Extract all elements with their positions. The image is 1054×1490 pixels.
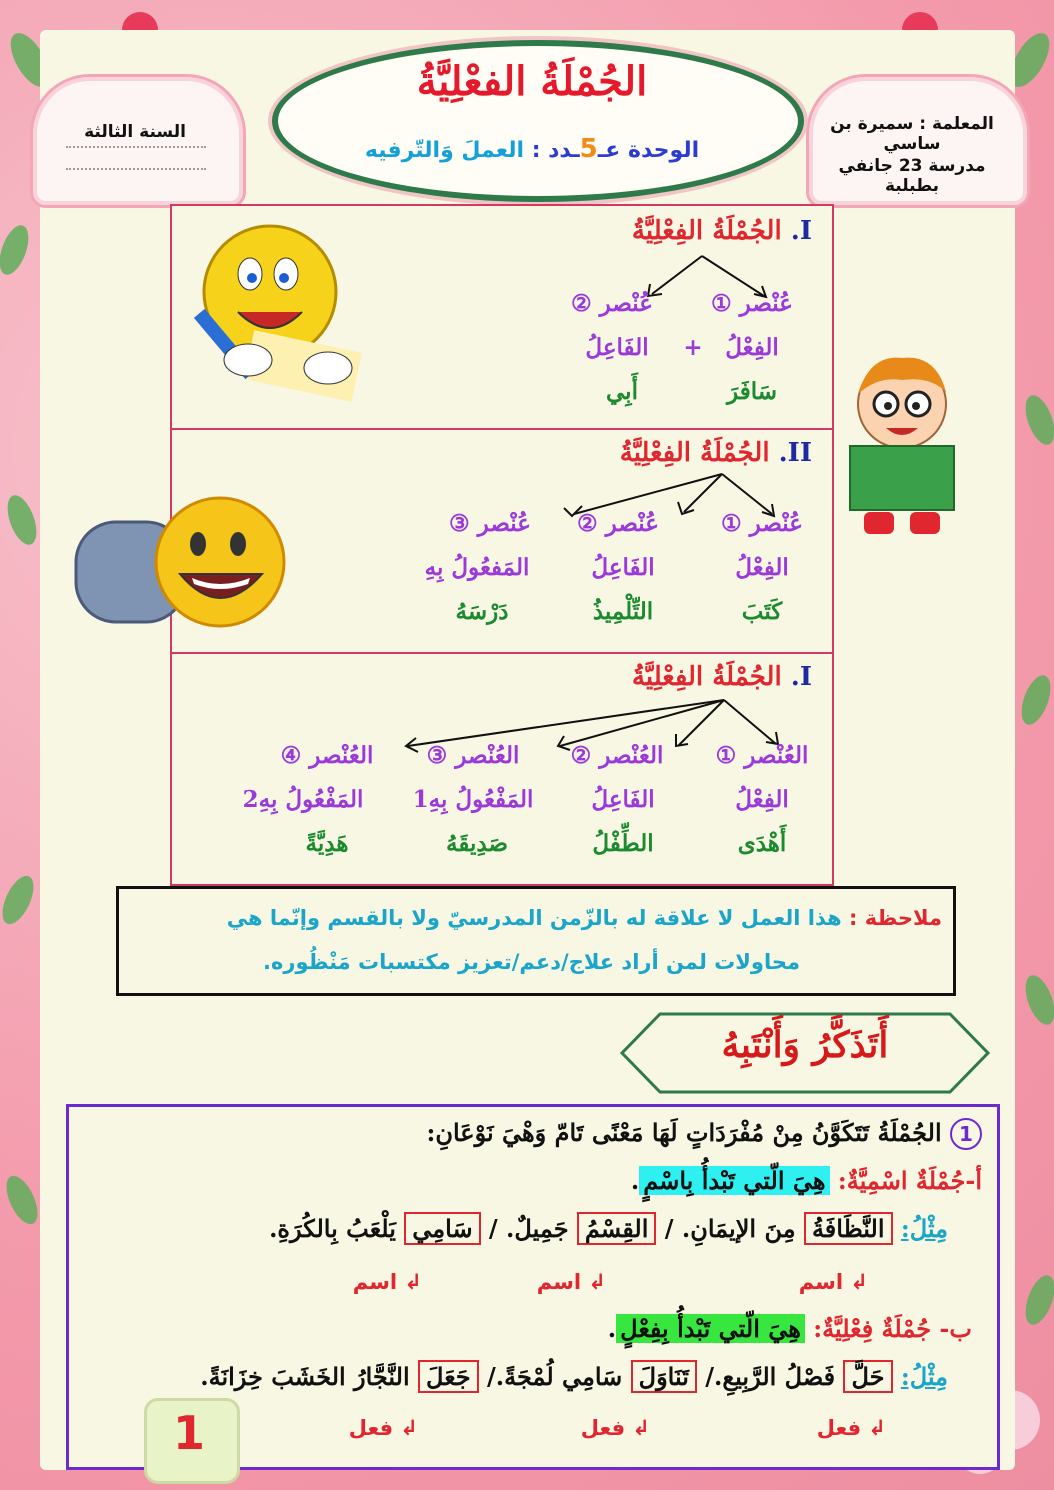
smiley-writing-icon bbox=[188, 220, 368, 410]
unit-theme: العملَ وَالتّرفيه bbox=[364, 138, 525, 163]
rule-intro bbox=[426, 1118, 982, 1150]
s2-example-3: دَرْسَهُ bbox=[455, 598, 509, 625]
s2-role-3: المَفعُولُ بِهِ bbox=[424, 554, 530, 581]
a-example-1-rest: مِنَ الإيمَانِ. / bbox=[664, 1214, 796, 1243]
teacher-name: المعلمة : سميرة بن ساسي bbox=[830, 114, 994, 154]
s1-example-2: أَبِي bbox=[606, 378, 638, 405]
note-text-1: هذا العمل لا علاقة له بالزّمن المدرسيّ ولا بالقسم وإنّما هي bbox=[226, 906, 842, 930]
s3-role-3: المَفْعُولُ بِهِ1 bbox=[412, 786, 534, 813]
unit-number: 5 bbox=[579, 134, 598, 164]
section-1-number: I. bbox=[790, 216, 812, 246]
s1-element-2: عُنْصر ② bbox=[571, 290, 653, 317]
smiley-backpack-icon bbox=[72, 482, 286, 642]
s3-role-2: الفَاعِلُ bbox=[591, 786, 655, 813]
rule-b-label: ب- جُمْلَةٌ فِعْلِيَّةٌ: bbox=[813, 1314, 972, 1343]
s1-example-1: سَافَرَ bbox=[727, 378, 777, 405]
a-example-3-word: سَامِي bbox=[404, 1212, 480, 1245]
section-1-heading: الجُمْلَةُ الفِعْلِيَّةُ bbox=[631, 216, 782, 246]
section-3-number: I. bbox=[790, 662, 812, 692]
a-example-1-word: النَّظَافَةُ bbox=[804, 1212, 893, 1245]
rule-a-label: أ-جُمْلَةٌ اسْمِيَّةٌ: bbox=[837, 1166, 982, 1195]
remember-title: أَتَذَكَّرُ وَأَنْتَبِهُ bbox=[721, 1024, 889, 1066]
page-number: 1 bbox=[172, 1406, 205, 1460]
a-tag-3: ↲ اسم bbox=[352, 1270, 422, 1294]
b-tag-1: ↲ فعل bbox=[816, 1416, 886, 1440]
rule-a-definition: هِيَ الّتي تَبْدأُ بِاسْمٍ bbox=[639, 1166, 829, 1195]
s2-element-3: عُنْصر ③ bbox=[449, 510, 531, 537]
s1-plus: + bbox=[683, 334, 703, 361]
rule-b-end: . bbox=[607, 1314, 617, 1343]
rule-b-examples bbox=[200, 1362, 948, 1391]
level-dotline-2 bbox=[66, 168, 206, 170]
s3-element-1: العُنْصر ① bbox=[715, 742, 809, 769]
rule-b bbox=[608, 1314, 972, 1343]
b-example-3-word: جَعَلَ bbox=[418, 1360, 479, 1393]
note-line-2: محاولات لمن أراد علاج/دعم/تعزيز مكتسبات مَنْظُوره. bbox=[263, 950, 800, 974]
s3-element-3: العُنْصر ③ bbox=[426, 742, 520, 769]
s1-element-1: عُنْصر ① bbox=[711, 290, 793, 317]
s2-example-2: التِّلْمِيذُ bbox=[592, 598, 654, 625]
rule-number: 1 bbox=[950, 1118, 982, 1150]
unit-subtitle bbox=[272, 134, 792, 164]
b-tag-3: ↲ فعل bbox=[348, 1416, 418, 1440]
level-label: السنة الثالثة bbox=[84, 122, 186, 142]
s2-role-1: الفِعْلُ bbox=[735, 554, 789, 581]
s3-example-1: أَهْدَى bbox=[737, 830, 787, 857]
rule-a-examples bbox=[269, 1214, 948, 1243]
s1-role-2: الفَاعِلُ bbox=[585, 334, 649, 361]
rule-a-example-label: مِثْلُ: bbox=[900, 1214, 948, 1243]
level-dotline bbox=[66, 146, 206, 148]
s1-role-1: الفِعْلُ bbox=[725, 334, 779, 361]
rule-a bbox=[631, 1166, 982, 1195]
s2-element-1: عُنْصر ① bbox=[721, 510, 803, 537]
rule-b-definition: هِيَ الّتي تَبْدأُ بِفِعْلٍ bbox=[616, 1314, 805, 1343]
note-label: ملاحظة : bbox=[849, 906, 942, 930]
section-2-number: II. bbox=[778, 438, 812, 468]
s2-role-2: الفَاعِلُ bbox=[591, 554, 655, 581]
b-example-2-rest: سَامِي لُمْجَةً./ bbox=[486, 1362, 623, 1391]
page-title: الجُمْلَةُ الفعْلِيَّةُ bbox=[416, 58, 648, 105]
a-tag-1: ↲ اسم bbox=[798, 1270, 868, 1294]
s3-example-3: صَدِيقَهُ bbox=[446, 830, 508, 857]
a-example-2-word: القِسْمُ bbox=[577, 1212, 657, 1245]
s3-example-2: الطِّفْلُ bbox=[592, 830, 654, 857]
s3-role-1: الفِعْلُ bbox=[735, 786, 789, 813]
s2-element-2: عُنْصر ② bbox=[577, 510, 659, 537]
unit-label: الوحدة عـ bbox=[597, 138, 700, 163]
s3-role-4: المَفْعُولُ بِهِ2 bbox=[242, 786, 364, 813]
b-tag-2: ↲ فعل bbox=[580, 1416, 650, 1440]
rule-a-end: . bbox=[630, 1166, 640, 1195]
b-example-1-rest: فَصْلُ الرَّبِيعِ./ bbox=[705, 1362, 836, 1391]
a-tag-2: ↲ اسم bbox=[536, 1270, 606, 1294]
unit-suffix: ـدد : bbox=[531, 138, 580, 163]
b-example-1-word: حَلَّ bbox=[843, 1360, 892, 1393]
s2-example-1: كَتَبَ bbox=[741, 598, 783, 625]
note-box bbox=[116, 886, 956, 996]
a-example-3-rest: يَلْعَبُ بِالكُرَةِ. bbox=[269, 1214, 396, 1243]
s3-element-2: العُنْصر ② bbox=[570, 742, 664, 769]
b-example-2-word: تَنَاوَلَ bbox=[631, 1360, 697, 1393]
boy-reading-icon bbox=[840, 346, 964, 542]
school-name: مدرسة 23 جانفي بطبلبة bbox=[838, 156, 986, 196]
section-2-heading: الجُمْلَةُ الفِعْلِيَّةُ bbox=[619, 438, 770, 468]
rule-intro-text: الجُمْلَةُ تَتَكَوَّنُ مِنْ مُفْرَدَاتٍ لَهَا مَعْنًى تَامّ وَهْيَ نَوْعَانِ: bbox=[426, 1118, 942, 1147]
b-example-3-rest: النَّجَّارُ الخَشَبَ خِزَانَةً. bbox=[200, 1362, 410, 1391]
section-3-heading: الجُمْلَةُ الفِعْلِيَّةُ bbox=[631, 662, 782, 692]
section-1 bbox=[170, 204, 834, 430]
s3-element-4: العُنْصر ④ bbox=[280, 742, 374, 769]
rule-b-example-label: مِثْلُ: bbox=[900, 1362, 948, 1391]
a-example-2-rest: جَمِيلٌ. / bbox=[488, 1214, 569, 1243]
note-line-1 bbox=[227, 906, 942, 930]
s3-example-4: هَدِيَّةً bbox=[305, 830, 349, 857]
section-3 bbox=[170, 652, 834, 886]
